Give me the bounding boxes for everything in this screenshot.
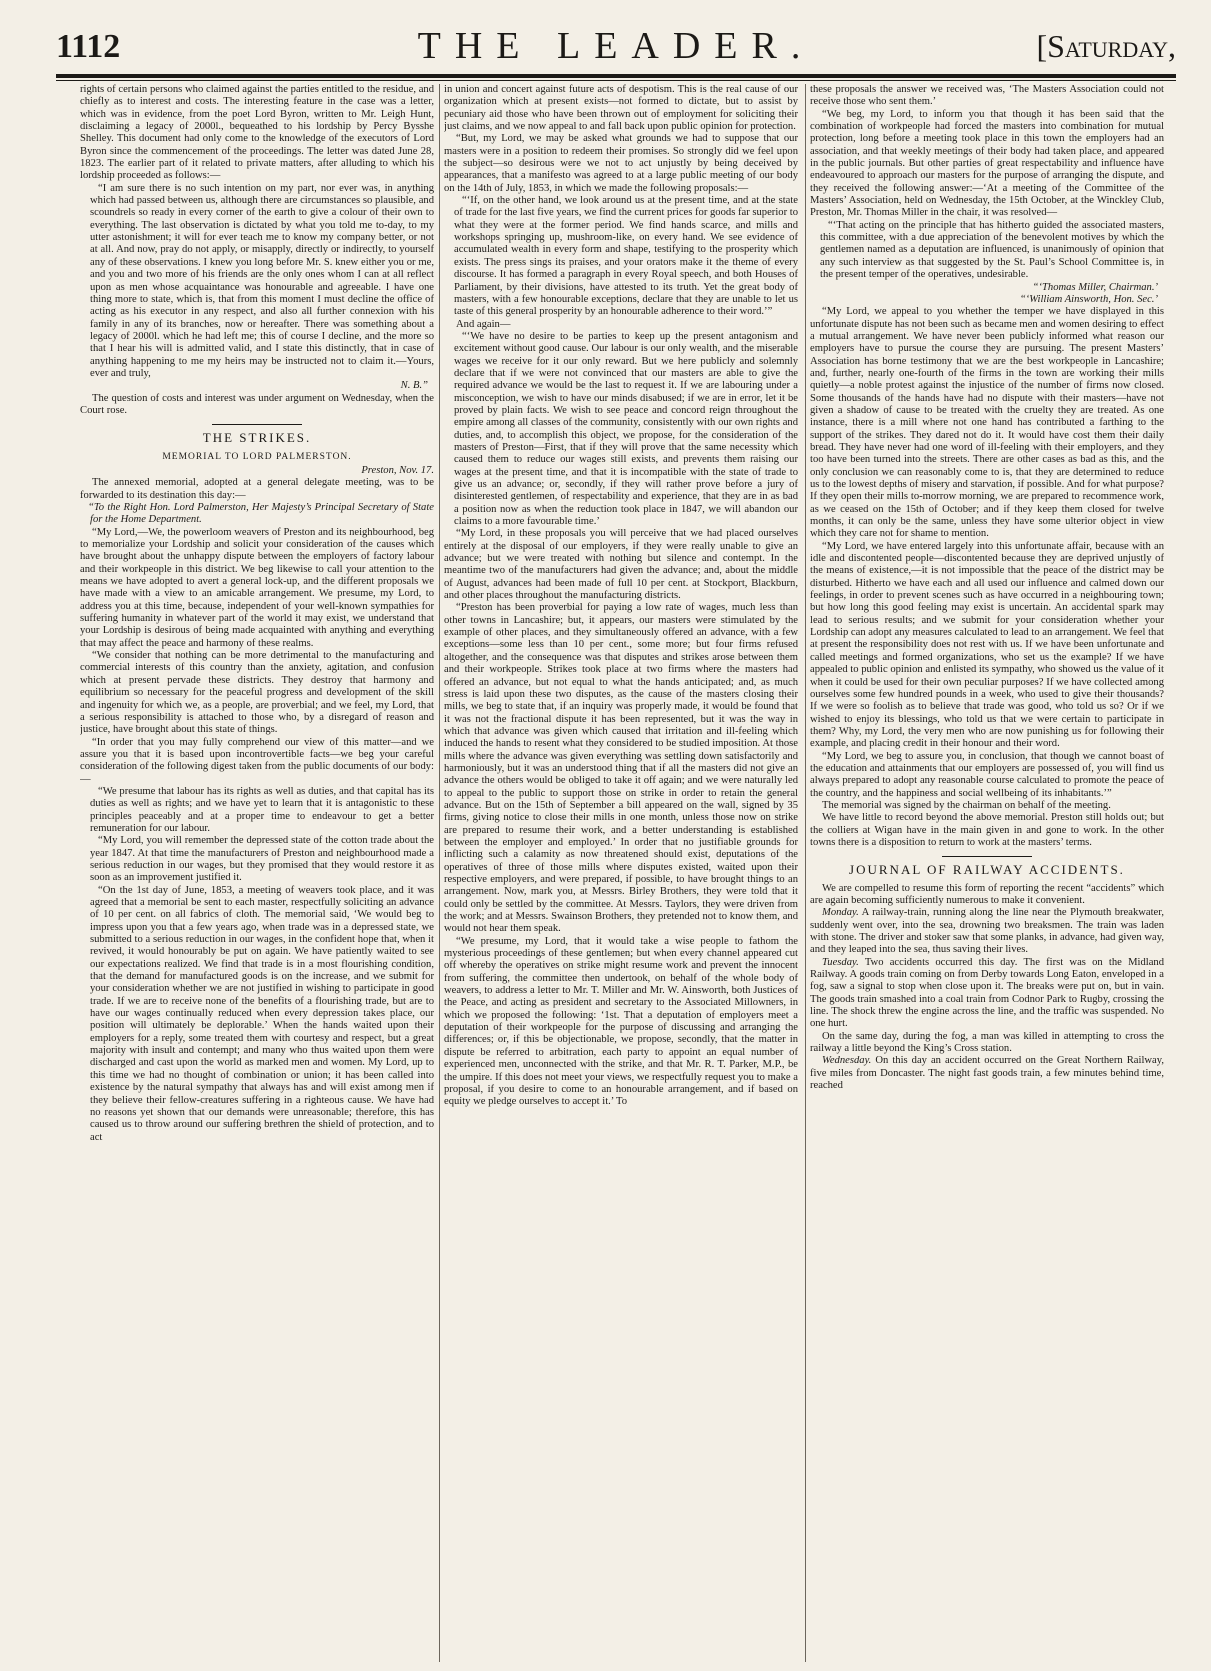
paragraph: On the same day, during the fog, a man was killed in attempting to cross the railway a little beyond the King’s Cross station. xyxy=(810,1030,1164,1055)
quoted-manifesto: “‘If, on the other hand, we look around us at the present time, and at the state of trade for the last five years, we find the current prices for goods far superior to what they were at the former period. We find hands scarce, and mills and workshops springing up, mushroom-like, on every hand. We see evidence of accumulated wealth in every form and shape, testifying to the prosperity which exists. The press sings its praises, and your orators make it the theme of every discourse. It has formed a paragraph in every Royal speech, and both Houses of Parliament, by their divisions, have attested to its truth. Yet the great body of masters, with a few honourable exceptions, declare that they are unable to let us taste of this general prosperity by an honourable adherence to their word.’” xyxy=(454,195,798,318)
paragraph-text: On this day an accident occurred on the Great Northern Railway, five miles from Doncaster. The night fast goods train, a few minutes behind time, reached xyxy=(810,1055,1164,1092)
paragraph-tuesday xyxy=(810,957,1164,1031)
paragraph: “My Lord, in these proposals you will perceive that we had placed ourselves entirely at the disposal of our employers, if they were really unable to give an advance; but we were treated with nothing but silence and contempt. In the meantime two of the manufacturers had given the advance; and, about the middle of August, advances had been made of full 10 per cent. at Stockport, Blackburn, and other places throughout the manufacturing districts. xyxy=(444,528,798,602)
byron-letter: “I am sure there is no such intention on my part, nor ever was, in anything which had passed between us, although there are circumstances so plausible, and scoundrels so ready in every corner of the earth to give a colour of their own to everything. The last observation is dictated by what you told me to-day, to my utter astonishment; it will for ever teach me to know my company better, or not at all. And now, pray do not apply, or misapply, directly or indirectly, to yourself any of these observations. I knew you long before Mr. S. knew either you or me, and you and two more of his friends are the only ones whom I can at all reflect upon as men whose acquaintance was honourable and agreeable. I have one thing more to state, which is, that from this moment I must decline the office of acting as his executor in any respect, and also all further connexion with his family in any of its branches, now or hereafter. There was something about a legacy of 2000l. which he had left me; this of course I decline, and the more so that I hear his will is admitted valid, and I state this distinctly, that in case of anything happening to me my heirs may be instructed not to claim it.—Yours, ever and truly, xyxy=(90,182,434,379)
issue-day: [Saturday, xyxy=(1036,28,1176,64)
paragraph: We are compelled to resume this form of reporting the recent “accidents” which are again becoming sufficiently numerous to make it convenient. xyxy=(810,882,1164,906)
day-label: Monday. xyxy=(822,907,859,919)
separator-rule xyxy=(942,856,1032,857)
paragraph: And again— xyxy=(456,318,511,330)
day-label: Wednesday. xyxy=(822,1055,872,1067)
paragraph-text: Two accidents occurred this day. The first was on the Midland Railway. A goods train coming on from Derby towards Long Eaton, enveloped in a fog, saw a signal to stop when close upon it. The breaks were put on, but in vain. The goods train smashed into a coal train from Codnor Park to Rugby, crossing the line. The shock threw the engine across the line, and the traffic was suspended. No one hurt. xyxy=(810,956,1164,1030)
day-label: Tuesday. xyxy=(822,956,859,968)
column-2 xyxy=(444,84,798,1664)
column-divider-2 xyxy=(805,84,806,1662)
paragraph: “In order that you may fully comprehend our view of this matter—and we assure you that it is based upon incontrovertible facts—we beg your careful consideration of the following digest taken from the public documents of our body:— xyxy=(80,736,434,785)
masthead-rule-thin xyxy=(56,80,1176,81)
paragraph-text: A railway-train, running along the line near the Plymouth breakwater, suddenly went over, into the sea, drowning two breaksmen. The train was laden with stone. The driver and stoker saw that some planks, in advance, had given way, and they leaped into the sea, thus saving their lives. xyxy=(810,907,1164,956)
section-heading-strikes: THE STRIKES. xyxy=(202,430,312,446)
column-1 xyxy=(80,84,434,1664)
paragraph: “We consider that nothing can be more detrimental to the manufacturing and commercial interests of this country than the anxiety, agitation, and confusion which at present pervade these districts. They destroy that harmony and equilibrium so necessary for the peaceful progress and development of the skill and ingenuity for which we, as a people, are proverbial; and we feel, my Lord, that a serious responsibility is attached to those who, by a disregard of reason and justice, have brought about this state of things. xyxy=(80,650,434,736)
paragraph: “We presume that labour has its rights as well as duties, and that capital has its duties as well as rights; and we have yet to learn that it is antagonistic to these principles peaceably and at a proper time to endeavour to get a better remuneration for our labour. xyxy=(90,785,434,834)
newspaper-title: THE LEADER. xyxy=(417,25,815,67)
memorial-address: “To the Right Hon. Lord Palmerston, Her Majesty’s Principal Secretary of State for the Home Department. xyxy=(88,502,434,526)
paragraph: The memorial was signed by the chairman on behalf of the meeting. xyxy=(822,799,1111,811)
subheading-memorial: MEMORIAL TO LORD PALMERSTON. xyxy=(162,451,352,462)
paragraph: in union and concert against future acts of despotism. This is the real cause of our organization which at present exists—not formed to dictate, but to assist by pecuniary aid those who have been thrown out of employment for soliciting their just claims, and we now appeal to and fall back upon public opinion for protection. xyxy=(444,84,798,133)
dateline: Preston, Nov. 17. xyxy=(361,464,434,476)
paragraph: “My Lord, we appeal to you whether the temper we have displayed in this unfortunate dispute has not been such as became men and women desiring to effect a mutual arrangement. We have never been publicly informed what reason our employers have to pursue the course they are pursuing. The present Masters’ Association has borne testimony that we are the best workpeople in Lancashire; and, further, nearly one-fourth of the firms in the town are working their mills quietly—a noble protest against the injustice of the number of firms now closed. Some thousands of the hands have had no dispute with their masters—have not given a shadow of cause to be treated with the cruelty they are treated. As one instance, there is a mill where not one hand has contributed a farthing to the support of the strikes. They dared not do it. It would have cost them their daily bread. They have never had one word of ill-feeling with their employers, and they too have been turned into the streets. There are other cases as bad as this, and the only conclusion we can reasonably come to is, that they are determined to reduce us to the lowest depths of misery and starvation, if possible. And for what purpose? If they open their mills to-morrow morning, we are prepared to recommence work, as we ceased on the 15th of October; and if they keep them closed for twelve months, it can only be the same, unless they have some ulterior object in view which they care not for shame to mention. xyxy=(810,306,1164,540)
paragraph-monday xyxy=(810,907,1164,956)
paragraph: “We presume, my Lord, that it would take a wise people to fathom the mysterious proceedings of these gentlemen; but when every channel appeared cut off whereby the operatives on strike might resume work and prevent the innocent from suffering, the committee then undertook, on behalf of the whole body of weavers, to address a letter to Mr. T. Miller and Mr. W. Ainsworth, both Justices of the Peace, and acting as president and secretary to the Associated Millowners, in which we proposed the following: ‘1st. That a deputation of employers meet a deputation of their workpeople for the purpose of discussing and arranging the differences; or, if this be objectionable, we propose, secondly, that the matter in dispute be referred to arbitration, each party to appoint an equal number of experienced men, unconnected with the strike, and that Mr. R. T. Parker, M.P., be the umpire. If this does not meet your views, we respectfully request you to make a proposal, if you desire to come to an honourable arrangement, and if based on equity we pledge ourselves to accept it.’ To xyxy=(444,935,798,1108)
paragraph: rights of certain persons who claimed against the parties entitled to the residue, and chiefly as to interest and costs. The interesting feature in the case was a letter, which was in evidence, from the poet Lord Byron, written to Mr. Leigh Hunt, disclaiming a legacy of 2000l., bequeathed to his lordship by Percy Bysshe Shelley. This document had only come to the knowledge of the executors of Lord Byron since the commencement of the proceedings. The letter was dated June 28, 1823. The earlier part of it related to private matters, after alluding to which his lordship proceeded as follows:— xyxy=(80,84,434,182)
section-heading-railway: JOURNAL OF RAILWAY ACCIDENTS. xyxy=(849,862,1125,878)
letter-signature: N. B.” xyxy=(400,380,428,392)
separator-rule xyxy=(212,424,302,425)
column-3 xyxy=(810,84,1164,1664)
paragraph: “Preston has been proverbial for paying a low rate of wages, much less than other towns in Lancashire; but, it appears, our masters were stimulated by the example of other places, and they simultaneously offered an advance, with a few exceptions—some less than 10 per cent., some more; but four firms refused altogether, and the consequence was that disputes and strikes arose between them and their workpeople. Strikes took place at two firms where the masters had offered an advance, but not equal to what the hands anticipated; and, as much stress is laid upon these two disputes, as the cause of the masters closing their mills, we beg to state that, if an inquiry was properly made, it would be found that it was not the fractional dispute it has been represented, but it was the way in which that advance was given which caused that irritation and ill-feeling which induced the hands to resent what they considered to be studied imposition. At those mills where the advance was given everything was settling down satisfactorily and harmoniously, but it was an understood thing that if all the masters did not give an advance the others would be obliged to take it off again; and we were naturally led to appeal to the public to support those on strike in order to retain the general advance. But on the 15th of September a bill appeared on the wall, signed by 35 firms, giving notice to close their mills in one month, unless those now on strike are prepared to resume their work, and a better understanding is established between the employer and employed.’ In order that no justifiable grounds for inflicting such a calamity as now threatened should exist, deputations of the operatives of three of those mills where disputes existed, waited upon their respective employers, and were prepared, if possible, to have brought things to an arrangement. Now, mark you, at Messrs. Birley Brothers, they were told that it could only be settled by the committee. At Messrs. Taylors, they were driven from the work; and at Messrs. Swainson Brothers, they pretended not to know them, and would not hear them speak. xyxy=(444,602,798,935)
paragraph: “My Lord, you will remember the depressed state of the cotton trade about the year 1847. At that time the manufacturers of Preston and neighbourhood made a serious reduction in our wages, but they promised that they would restore it as soon as an improvement justified it. xyxy=(90,835,434,884)
paragraph: We have little to record beyond the above memorial. Preston still holds out; but the colliers at Wigan have in the main given in and gone to work. In the other towns there is a disposition to return to work at the masters’ terms. xyxy=(810,812,1164,848)
signature-chairman: “‘Thomas Miller, Chairman.’ xyxy=(1032,281,1158,293)
paragraph: The question of costs and interest was under argument on Wednesday, when the Court rose. xyxy=(80,392,434,416)
quoted-proposals: “‘We have no desire to be parties to keep up the present antagonism and excitement without good cause. Our labour is our only wealth, and the miserable wages we receive for it our only reward. But we here publicly and solemnly declare that if we were not convinced that our masters are able to give the required advance we would be the last to request it. If we are labouring under a misconception, we wish to have our minds disabused; if we are in error, let it be proved by plain facts. We wish to see peace and concord reign throughout the empire among all classes of the community, consistently with our own rights and duties, and, to accomplish this object, we propose, for the consideration of the masters of Preston—First, that if they will prove that the same necessity which caused them to reduce our wages still exists, and prevents them raising our wages at the present time, and that it is incompatible with the state of trade to give us an advance; or, secondly, if they will rather prove before a jury of disinterested gentlemen, of respectability and experience, that they are in as bad a position now as when the reduction took place in 1847, we will abandon our claims to a more favourable time.’ xyxy=(454,330,798,528)
column-divider-1 xyxy=(439,84,440,1662)
paragraph: “We beg, my Lord, to inform you that though it has been said that the combination of workpeople had forced the masters into combination for mutual protection, long before a meeting took place in this town the employers had an association, and that weekly meetings of their body had taken place, and appeared in the public journals. But other parties of great respectability and influence have endeavoured to approach our masters for the purpose of arranging the dispute, and they received the following answer:—‘At a meeting of the Committee of the Masters’ Association, held on Wednesday, the 15th October, at the Winckley Club, Preston, Mr. Thomas Miller in the chair, it was resolved— xyxy=(810,108,1164,219)
masters-resolution: “‘That acting on the principle that has hitherto guided the associated masters, this committee, with a due appreciation of the benevolent motives by which the gentlemen named as a deputation are influenced, is unanimously of opinion that any such interview as that suggested by the St. Paul’s School Committee is, in the present temper of the operatives, undesirable. xyxy=(820,219,1164,281)
signature-secretary: “‘William Ainsworth, Hon. Sec.’ xyxy=(1019,293,1158,305)
page-number: 1112 xyxy=(56,28,121,65)
paragraph: “My Lord,—We, the powerloom weavers of Preston and its neighbourhood, beg to memorialize your Lordship and solicit your consideration of the causes which have brought about the unhappy dispute between the employers of factory labour and their workpeople in this district. We beg likewise to call your attention to the means we have adopted to avert a general lock-up, and the different proposals we have made with a view to an amicable arrangement. We presume, my Lord, to address you at this time, because, independent of your well-known sympathies for suffering humanity in whatever part of the world it may exist, we understand that your Lordship is desirous of being made acquainted with anything and everything that may affect the peace and harmony of these realms. xyxy=(80,526,434,649)
masthead xyxy=(56,14,1176,74)
paragraph: “But, my Lord, we may be asked what grounds we had to suppose that our masters were in a position to redeem their promises. So strongly did we feel upon the subject—so desirous were we not to act unjustly by being deceived by appearances, that a manifesto was agreed to at a large public meeting of our body on the 14th of July, 1853, in which we made the following proposals:— xyxy=(444,133,798,194)
masthead-rule-thick xyxy=(56,74,1176,78)
paragraph: these proposals the answer we received was, ‘The Masters Association could not receive those who sent them.’ xyxy=(810,84,1164,108)
paragraph: “My Lord, we beg to assure you, in conclusion, that though we cannot boast of the education and attainments that our employers are possessed of, you will find us always prepared to adopt any reasonable course calculated to promote the peace of the country, and the happiness and social wellbeing of its inhabitants.’” xyxy=(810,750,1164,799)
paragraph: “On the 1st day of June, 1853, a meeting of weavers took place, and it was agreed that a memorial be sent to each master, respectfully soliciting an advance of 10 per cent. on all fabrics of cloth. The memorial said, ‘We would beg to impress upon you that a few years ago, when trade was in a depressed state, we submitted to a serious reduction in our wages, in the confident hope that, when it revived, it would honourably be put on again. We have patiently waited to see our expectations realized. We find that trade is in a most flourishing condition, that the demand for manufactured goods is on the increase, and we submit for your consideration whether we are not justified in wishing to participate in good trade. If we are to receive none of the benefits of a flourishing trade, but are to have our wages continually reduced when every depression takes place, our position will ultimately be deplorable.’ When the hands waited upon their employers for a reply, some treated them with courtesy and respect, but a great majority with insult and contempt; and many who thus waited upon them were discharged and cast upon the world as marked men and women. My Lord, up to this time we had no thought of combination or union; it has been called into existence by the natural sympathy that always has and will exist among men if they believe their fellow-creatures suffering in a righteous cause. We have had no reasons yet shown that our demands were unreasonable; therefore, this has caused us to throw around our suffering brethren the shield of protection, and to act xyxy=(90,884,434,1143)
paragraph-wednesday xyxy=(810,1055,1164,1092)
paragraph: “My Lord, we have entered largely into this unfortunate affair, because with an idle and discontented people—discontented because they are deprived unjustly of the means of existence,—it is not impossible that the peace of the district may be disturbed. Hitherto we have each and all used our influence and calmed down our feelings, in order to prevent scenes such as have occurred in a neighbouring town; but how long this good feeling may exist is uncertain. An accidental spark may lead to serious results; and we submit for your consideration whether your Lordship can adopt any measures calculated to lead to an arrangement. We feel that at present the responsibility does not rest with us. If we have been unfortunate and called meetings and formed organizations, who set us the example? If we have appealed to public opinion and enlisted its sympathy, who showed us the value of it when it could be used for their own peculiar purposes? If we have collected among ourselves some few hundred pounds in a week, who used to give their thousands? If we were so foolish as to believe that trade was good, who told us so? Or if we wished to enjoy its blessings, who told us that we were certain to participate in them? Why, my Lord, the very men who are now punishing us for following their example, and placing credit in their honour and their word. xyxy=(810,540,1164,750)
paragraph: The annexed memorial, adopted at a general delegate meeting, was to be forwarded to its destination this day:— xyxy=(80,477,434,501)
